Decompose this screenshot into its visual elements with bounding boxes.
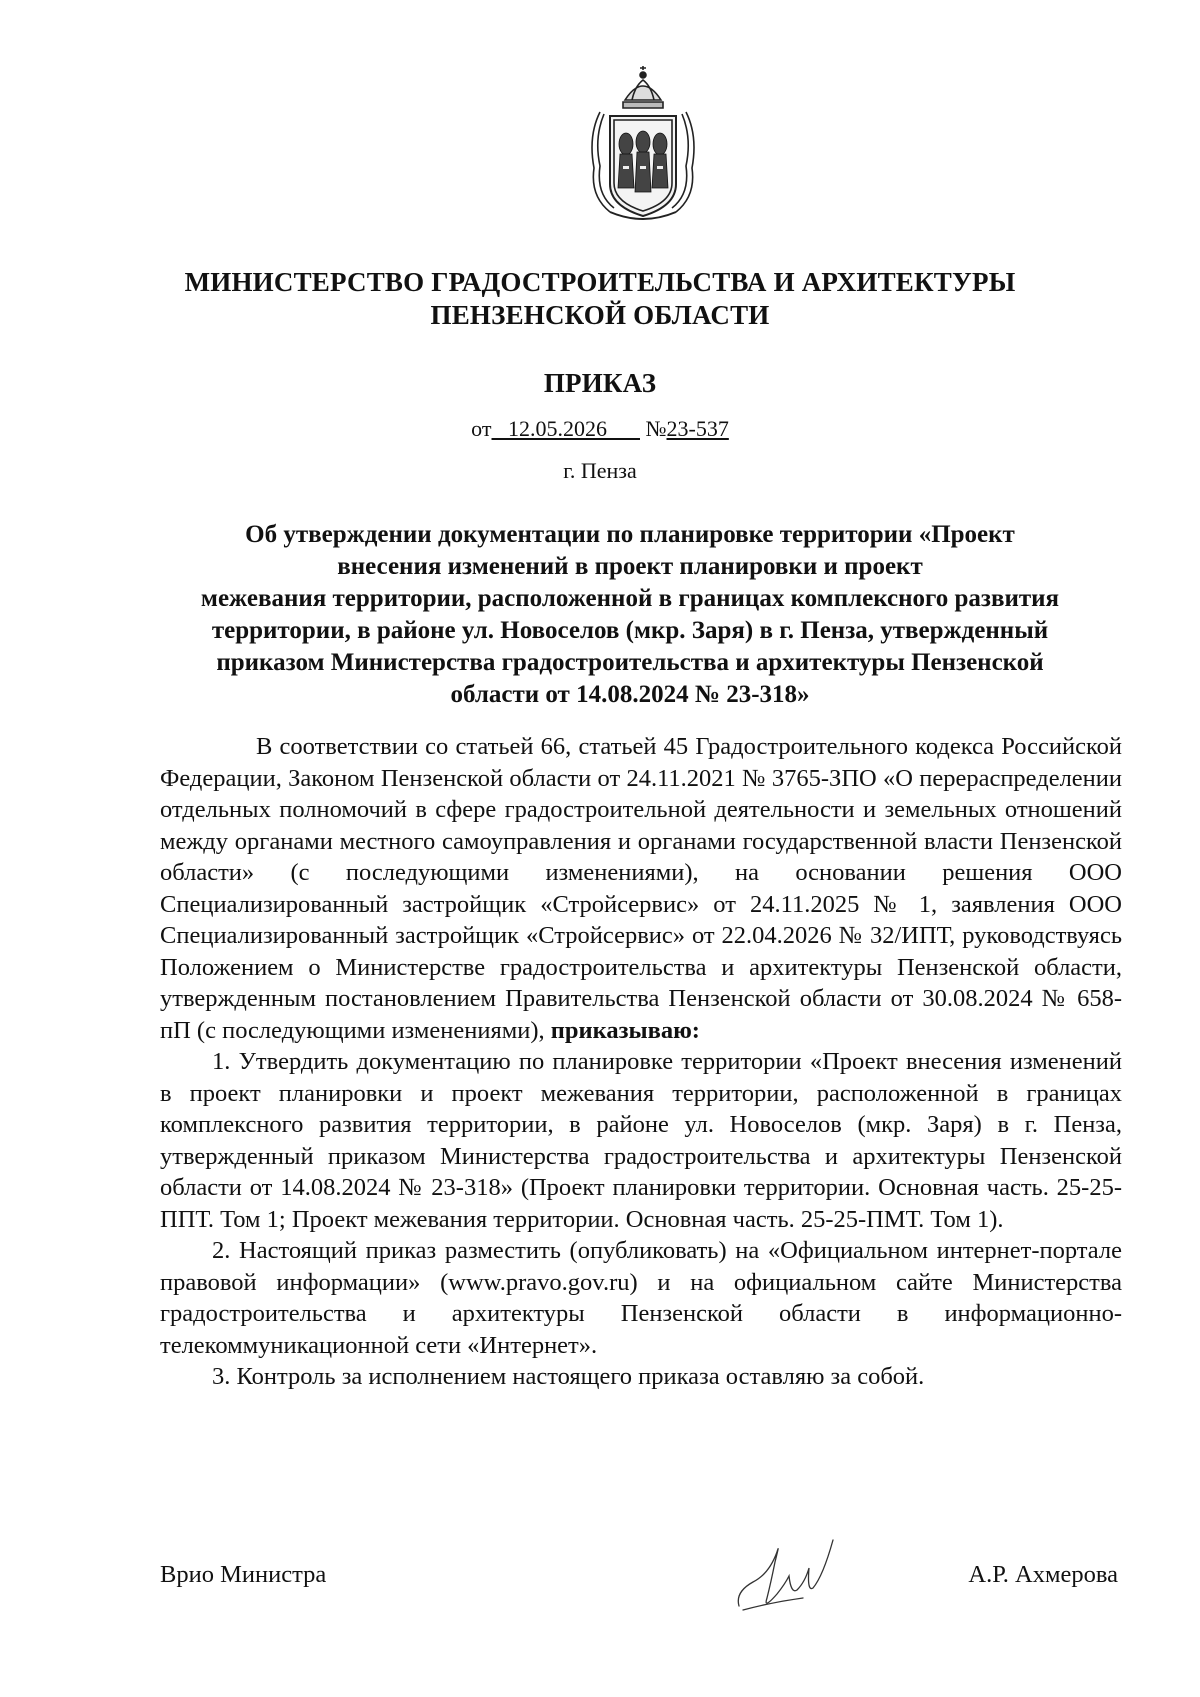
order-subject	[150, 519, 1110, 711]
handwritten-signature	[733, 1532, 845, 1614]
ministry-name	[0, 266, 1200, 332]
ministry-name-line-1: МИНИСТЕРСТВО ГРАДОСТРОИТЕЛЬСТВА И АРХИТЕКТУРЫ	[184, 267, 1016, 297]
preamble-paragraph	[160, 731, 1122, 1046]
preamble-text: В соответствии со статьей 66, статьей 45 Градостроительного кодекса Российской Федерации, Законом Пензенской области от 24.11.2021 № 3765-ЗПО «О перераспределении отдельных полномочий в сфере градостроительной деятельности и земельных отношений между органами местного самоуправления и органами государственной власти Пензенской области» (с последующими изменениями), на основании решения ООО Специализированный застройщик «Стройсервис» от 24.11.2025 № 1, заявления ООО Специализированный застройщик «Стройсервис» от 22.04.2026 № 32/ИПТ, руководствуясь Положением о Министерстве градостроительства и архитектуры Пензенской области, утвержденным постановлением Правительства Пензенской области от 30.08.2024 № 658-пП (с последующими изменениями),	[160, 733, 1122, 1044]
order-body	[160, 731, 1122, 1393]
subject-line: приказом Министерства градостроительства и архитектуры Пензенской	[216, 649, 1044, 676]
subject-line: внесения изменений в проект планировки и проект	[337, 553, 923, 580]
order-number: 23-537	[666, 416, 729, 441]
order-date-number	[0, 416, 1200, 442]
signatory-name: А.Р. Ахмерова	[968, 1561, 1118, 1588]
subject-line: территории, в районе ул. Новоселов (мкр. Заря) в г. Пенза, утвержденный	[211, 617, 1049, 644]
subject-line: межевания территории, расположенной в границах комплексного развития	[200, 585, 1060, 612]
date-prefix: от	[471, 416, 492, 441]
order-item-1: 1. Утвердить документацию по планировке территории «Проект внесения изменений в проект планировки и проект межевания территории, расположенной в границах комплексного развития территории, в районе ул. Новоселов (мкр. Заря) в г. Пенза, утвержденный приказом Министерства градостроительства и архитектуры Пензенской области от 14.08.2024 № 23-318» (Проект планировки территории. Основная часть. 25-25-ППТ. Том 1; Проект межевания территории. Основная часть. 25-25-ПМТ. Том 1).	[160, 1048, 1122, 1233]
order-item-3: 3. Контроль за исполнением настоящего приказа оставляю за собой.	[212, 1363, 925, 1390]
order-city: г. Пенза	[563, 458, 637, 483]
coat-of-arms-icon	[580, 66, 706, 226]
document-type: ПРИКАЗ	[543, 368, 657, 398]
number-prefix: №	[645, 416, 667, 441]
subject-line: области от 14.08.2024 № 23-318»	[450, 681, 810, 708]
order-date: 12.05.2026	[508, 416, 607, 441]
signatory-role: Врио Министра	[160, 1561, 327, 1588]
decree-word: приказываю:	[550, 1016, 700, 1044]
order-item-2: 2. Настоящий приказ разместить (опубликовать) на «Официальном интернет-портале правовой информации» (www.pravo.gov.ru) и на официальном сайте Министерства градостроительства и архитектуры Пензенской области в информационно-телекоммуникационной сети «Интернет».	[160, 1237, 1122, 1359]
subject-line: Об утверждении документации по планировке территории «Проект	[245, 521, 1015, 548]
ministry-name-line-2: ПЕНЗЕНСКОЙ ОБЛАСТИ	[430, 300, 770, 330]
